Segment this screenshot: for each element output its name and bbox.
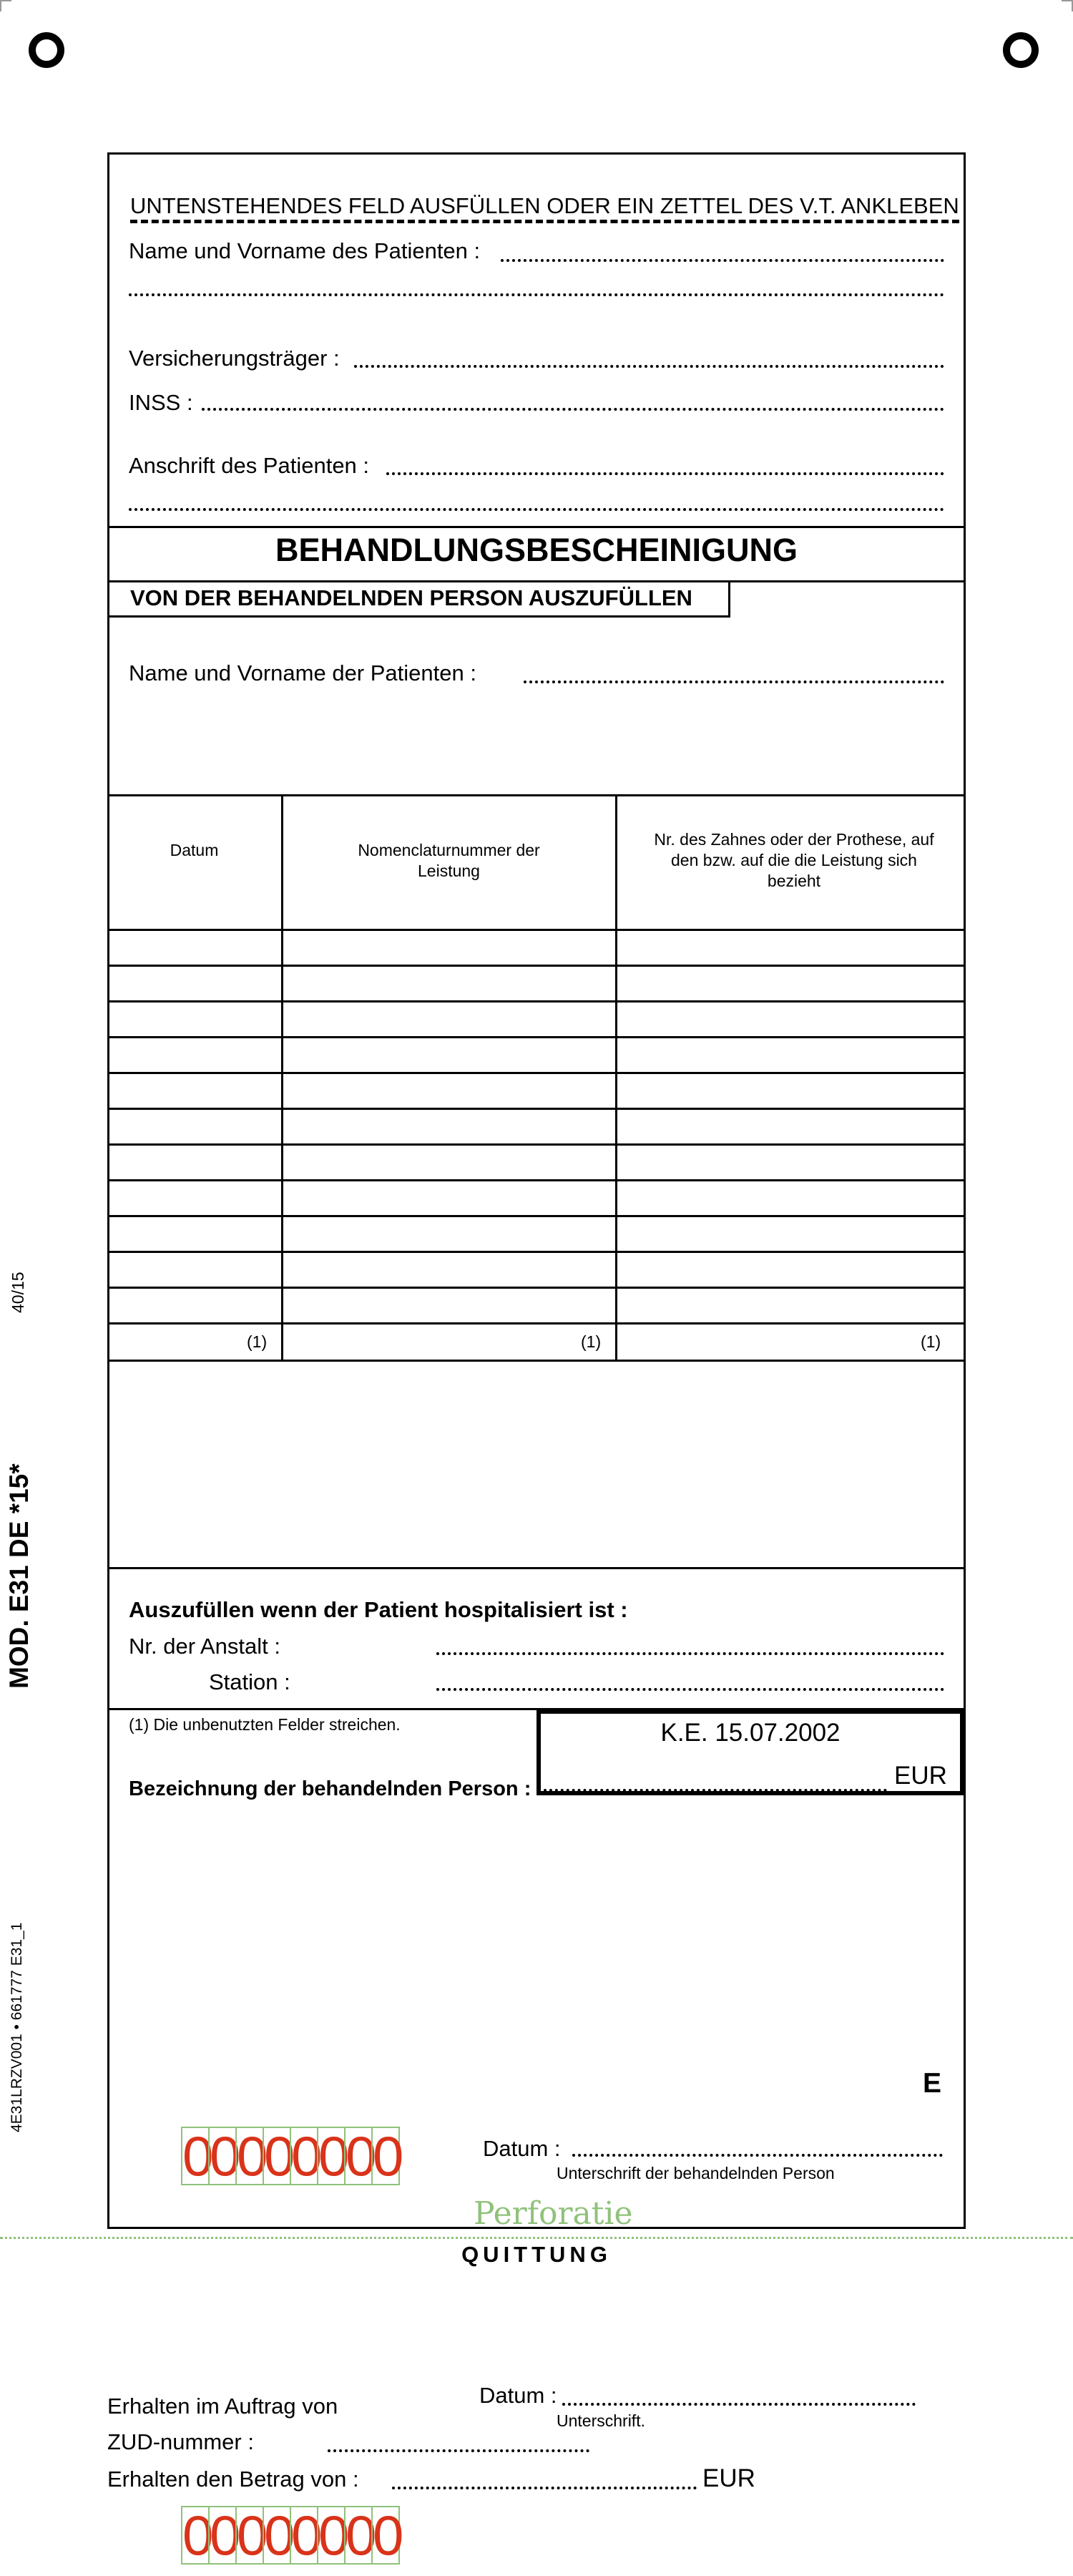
station-label: Station : bbox=[209, 1669, 290, 1694]
serial-digit: 0 bbox=[318, 2504, 351, 2567]
signature-date-field[interactable] bbox=[572, 2154, 943, 2157]
institution-label: Nr. der Anstalt : bbox=[129, 1634, 280, 1659]
serial-number bbox=[181, 2124, 405, 2187]
receipt-date-field[interactable] bbox=[562, 2403, 916, 2406]
address-field[interactable] bbox=[386, 472, 944, 475]
divider bbox=[107, 1567, 966, 1569]
instruction-text: UNTENSTEHENDES FELD AUSFÜLLEN ODER EIN ZETTEL DES V.T. ANKLEBEN bbox=[130, 193, 959, 219]
serial-digit: 0 bbox=[210, 2504, 242, 2567]
footnote-mark-col3: (1) bbox=[921, 1332, 941, 1351]
table-col-divider bbox=[281, 794, 283, 1360]
table-row-line bbox=[107, 1287, 966, 1289]
crop-mark bbox=[0, 0, 11, 11]
serial-digit: 0 bbox=[182, 2124, 215, 2187]
receipt-signature-caption: Unterschrift. bbox=[557, 2411, 645, 2430]
amount-field[interactable] bbox=[392, 2487, 697, 2489]
serial-digit: 0 bbox=[346, 2504, 378, 2567]
serial-digit: 0 bbox=[182, 2504, 215, 2567]
table-row-line bbox=[107, 1108, 966, 1110]
serial-digit: 0 bbox=[373, 2124, 405, 2187]
practitioner-banner: VON DER BEHANDELNDEN PERSON AUSZUFÜLLEN bbox=[130, 585, 692, 610]
patient-name-field-line2[interactable] bbox=[129, 293, 944, 296]
table-row-line bbox=[107, 929, 966, 931]
treated-patient-name-label: Name und Vorname der Patienten : bbox=[129, 660, 476, 686]
serial-digit: 0 bbox=[291, 2504, 323, 2567]
receipt-title: QUITTUNG bbox=[461, 2242, 612, 2267]
serial-digit: 0 bbox=[264, 2504, 296, 2567]
serial-digits bbox=[181, 2124, 405, 2187]
insurer-field[interactable] bbox=[354, 365, 944, 368]
receipt-serial-number bbox=[181, 2504, 405, 2567]
side-model: MOD. E31 DE *15* bbox=[4, 1463, 34, 1689]
table-col-divider bbox=[615, 794, 617, 1360]
form-title: BEHANDLUNGSBESCHEINIGUNG bbox=[275, 532, 798, 568]
footnote-text: (1) Die unbenutzten Felder streichen. bbox=[129, 1715, 401, 1734]
footnote-mark-col1: (1) bbox=[247, 1332, 268, 1351]
serial-digit: 0 bbox=[264, 2124, 296, 2187]
address-field-line2[interactable] bbox=[129, 508, 944, 511]
patient-name-label: Name und Vorname des Patienten : bbox=[129, 238, 481, 263]
table-row-line bbox=[107, 1036, 966, 1038]
signature-caption: Unterschrift der behandelnden Person bbox=[557, 2164, 835, 2182]
receipt-date-label: Datum : bbox=[479, 2383, 557, 2408]
ke-box-title: K.E. 15.07.2002 bbox=[660, 1719, 841, 1747]
binder-hole-left bbox=[29, 32, 64, 68]
zud-label: ZUD-nummer : bbox=[107, 2429, 254, 2454]
serial-digit: 0 bbox=[237, 2124, 269, 2187]
receipt-currency: EUR bbox=[702, 2464, 755, 2492]
ke-currency: EUR bbox=[894, 1762, 947, 1790]
side-version: 40/15 bbox=[9, 1272, 27, 1313]
serial-digit: 0 bbox=[373, 2504, 405, 2567]
signature-date-label: Datum : bbox=[483, 2136, 561, 2161]
serial-digit: 0 bbox=[237, 2504, 269, 2567]
insurer-label: Versicherungsträger : bbox=[129, 346, 340, 371]
binder-hole-right bbox=[1003, 32, 1039, 68]
table-row-line bbox=[107, 1072, 966, 1074]
table-row-line bbox=[107, 1143, 966, 1146]
treated-patient-name-field[interactable] bbox=[524, 680, 944, 683]
table-row-line bbox=[107, 1000, 966, 1002]
address-label: Anschrift des Patienten : bbox=[129, 453, 370, 478]
ke-amount-field[interactable] bbox=[544, 1789, 887, 1792]
table-row-line bbox=[107, 1215, 966, 1217]
letter-e: E bbox=[923, 2068, 942, 2099]
inss-label: INSS : bbox=[129, 390, 193, 415]
crop-mark bbox=[1062, 0, 1073, 11]
side-code: 4E31LRZV001 • 661777 E31_1 bbox=[9, 1922, 25, 2132]
practitioner-label: Bezeichnung der behandelnden Person : bbox=[129, 1777, 531, 1800]
perforation-label: Perforatie bbox=[474, 2195, 633, 2232]
station-field[interactable] bbox=[436, 1688, 944, 1691]
table-row-line bbox=[107, 1179, 966, 1181]
header-tooth-number: Nr. des Zahnes oder der Prothese, auf den bzw. auf die die Leistung sich bezieht bbox=[654, 830, 934, 890]
inss-field[interactable] bbox=[202, 408, 944, 411]
table-row-line bbox=[107, 965, 966, 967]
institution-field[interactable] bbox=[436, 1652, 944, 1655]
table-bottom bbox=[107, 1360, 966, 1362]
patient-name-field[interactable] bbox=[501, 259, 944, 262]
zud-field[interactable] bbox=[328, 2449, 589, 2452]
received-on-behalf-label: Erhalten im Auftrag von bbox=[107, 2394, 338, 2419]
divider bbox=[107, 526, 966, 528]
header-datum: Datum bbox=[170, 841, 219, 859]
serial-digit: 0 bbox=[346, 2124, 378, 2187]
table-row-line bbox=[107, 1251, 966, 1253]
hospital-title: Auszufüllen wenn der Patient hospitalisiert ist : bbox=[129, 1597, 628, 1622]
table-row-line bbox=[107, 1322, 966, 1324]
header-nomenclature: Nomenclaturnummer der Leistung bbox=[358, 841, 540, 880]
perforation-line bbox=[0, 2237, 1073, 2239]
serial-digit: 0 bbox=[318, 2124, 351, 2187]
amount-label: Erhalten den Betrag von : bbox=[107, 2467, 359, 2492]
serial-digits bbox=[181, 2504, 405, 2567]
footnote-mark-col2: (1) bbox=[581, 1332, 602, 1351]
serial-digit: 0 bbox=[291, 2124, 323, 2187]
table-top bbox=[107, 794, 966, 796]
serial-digit: 0 bbox=[210, 2124, 242, 2187]
